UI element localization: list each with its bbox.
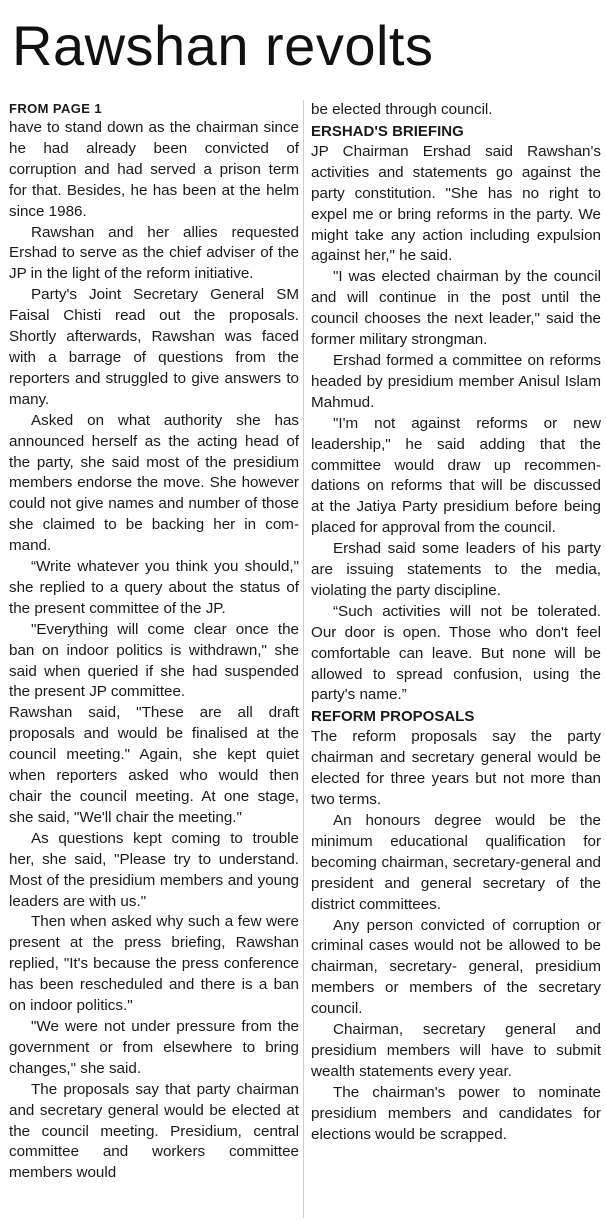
paragraph: Then when asked why such a few were present at the press briefing, Rawshan replied, "It's because the press conference has been rescheduled and there is a ban on indoor politics." [9,913,299,1015]
paragraph: Ershad formed a committee on reforms headed by presidium member Anisul Islam Mahmud. [311,351,601,411]
paragraph: Chairman, secretary general and presidium members will have to submit wealth statements every year. [311,1021,601,1080]
paragraph: "I'm not against reforms or new leadership," he said adding that the committee would draw up recommendations on reforms that will be discussed at the Jatiya Party presidium before being placed for approval from the council. [311,414,601,537]
paragraph: The reform proposals say the party chairman and secretary general would be elected for three years but not more than two terms. [311,728,601,809]
headline: Rawshan revolts [12,14,434,77]
paragraph: “Write whatever you think you should," she replied to a query about the status of the present committee of the JP. [9,558,299,617]
paragraph: "I was elected chairman by the council and will continue in the post until the council chooses the next leader," said the former military strongman. [311,268,601,349]
paragraph: Asked on what authority she has announced herself as the acting head of the party, she said most of the presidium members endorse the move. She however could not give names and number of those she claimed to be backing her in command. [9,411,299,555]
paragraph: The proposals say that party chairman and secretary general would be elected at the council meeting. Presidium, central committee and workers committee members would [9,1080,299,1182]
paragraph: JP Chairman Ershad said Rawshan's activities and statements go against the party constitution. "She has no right to expel me or bring reforms in the party. We might take any action including expulsion against her," he said. [311,142,601,265]
column-divider [303,100,304,1218]
paragraph: “Such activities will not be tolerated. Our door is open. Those who don't feel comfortable can leave. But none will be allowed to spread confusion, using the party's name.” [311,602,601,704]
paragraph: The chairman's power to nominate presidium members and candidates for elections would be scrapped. [311,1083,601,1143]
subheading-ershads-briefing: ERSHAD'S BRIEFING [311,122,464,140]
right-column [311,100,601,1146]
paragraph: Party's Joint Secretary General SM Faisal Chisti read out the proposals. Shortly afterwards, Rawshan was faced with a barrage of questions from the reporters and struggled to give answers to many. [9,286,299,408]
paragraph-continuation: be elected through council. [311,101,493,118]
paragraph: have to stand down as the chairman since he had already been convicted of corruption and had served a prison term for that. Besides, he has been at the helm since 1986. [9,119,299,220]
jump-kicker: FROM PAGE 1 [9,101,103,116]
paragraph: As questions kept coming to trouble her, she said, "Please try to understand. Most of the presidium members and young leaders are with us." [9,829,299,910]
paragraph: Rawshan said, "These are all draft proposals and would be finalised at the council meeting." Again, she kept quiet when reporters asked who would then chair the council meeting. At one stage, she said, "We'll chair the meeting." [9,704,299,826]
left-column [9,100,299,1184]
paragraph: Ershad said some leaders of his party are issuing statements to the media, violating the party discipline. [311,540,601,599]
paragraph: "We were not under pressure from the government or from elsewhere to bring changes," she said. [9,1017,299,1077]
subheading-reform-proposals: REFORM PROPOSALS [311,708,475,726]
paragraph: "Everything will come clear once the ban on indoor politics is withdrawn," she said when queried if she had suspended the present JP committee. [9,620,299,701]
paragraph: Rawshan and her allies requested Ershad to serve as the chief adviser of the JP in the light of the reform initiative. [9,223,299,283]
paragraph: An honours degree would be the minimum educational qualification for becoming chairman, secretary-general and president and general secretary of the district committees. [311,812,601,913]
paragraph: Any person convicted of corruption or criminal cases would not be allowed to be chairman, secretary- general, presidium members or members of the secretary council. [311,916,601,1018]
